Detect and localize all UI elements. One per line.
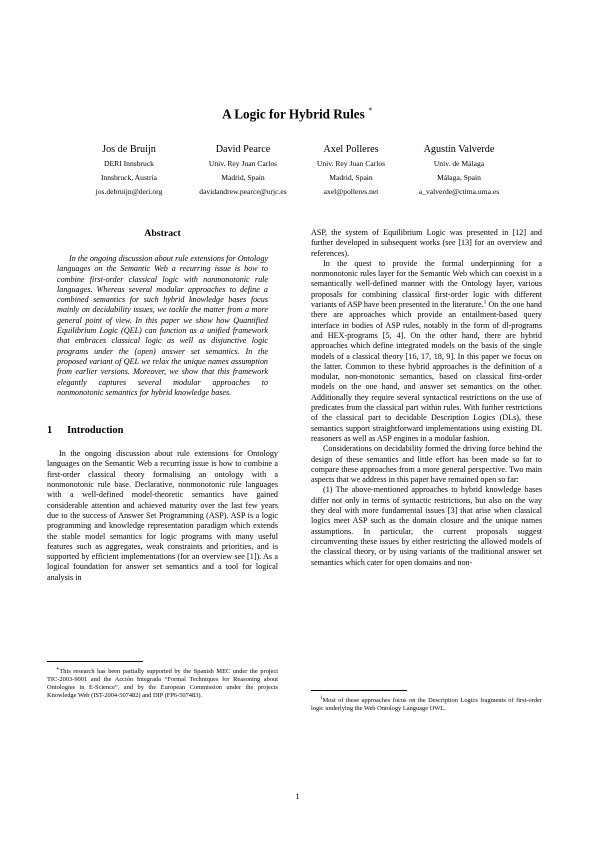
author-2: [183, 143, 303, 199]
author-affiliation: Univ. de Málaga: [433, 159, 485, 168]
author-location: Madrid, Spain: [221, 173, 265, 182]
right-column: [311, 228, 542, 568]
author-affiliation: Univ. Rey Juan Carlos: [316, 159, 386, 168]
author-4: [399, 143, 519, 199]
abstract-heading: Abstract: [144, 228, 181, 239]
author-block: [72, 143, 524, 207]
footnote-mark: 1: [320, 696, 323, 701]
author-affiliation: Univ. Rey Juan Carlos: [208, 159, 278, 168]
paragraph: Considerations on decidability formed the driving force behind the design of these semantics and little effort has been made so far to compare these approaches from a more general perspective. Two main aspects that we address in this paper have remained open so far:: [311, 444, 542, 485]
intro-paragraph: In the ongoing discussion about rule extensions for Ontology languages on the Semantic Web a recurring issue is how to combine a first-order classical theory formalising an ontology with a nonmonotonic rule base. Declarative, nonmonotonic rule languages with a well-defined model-theoretic semantics have gained considerable attention and achieved maturity over the last few years due to the success of Answer Set Programming (ASP). ASP is a logic programming and knowledge representation paradigm which extends the stable model semantics for logic programs with many useful features such as aggregates, weak constraints and priorities, and is supported by efficient implementations (for an overview see [1]). As a logical foundation for answer set semantics and a tool for logical analysis in: [47, 449, 278, 582]
author-1: [69, 143, 189, 199]
author-location: Málaga, Spain: [437, 173, 481, 182]
footnote-rule: [47, 661, 143, 662]
paragraph: [311, 259, 542, 444]
abstract: [47, 254, 278, 398]
title-text: A Logic for Hybrid Rules: [222, 106, 365, 122]
author-name: David Pearce: [215, 144, 271, 155]
section-title-text: Introduction: [67, 425, 124, 437]
author-email: davidandrew.pearce@urjc.es: [199, 187, 287, 196]
paragraph-text: In the quest to provide the formal underpinning for a nonmonotonic rules layer for the Semantic Web which can coexist in a semantically well-defined manner with the Ontology layer, various proposals for combining classical first-order logic with different variants of ASP have been presented in the literature.: [311, 258, 542, 310]
paragraph: (1) The above-mentioned approaches to hybrid knowledge bases differ not only in terms of syntactic restrictions, but also on the way they deal with more fundamental issues [3] that arise when classical logics meet ASP such as the domain closure and the unique names assumptions. In particular, the current proposals suggest circumventing these issues by either restricting the allowed models of the classical theory, or by using variants of the traditional answer set semantics which cater for open domains and non-: [311, 485, 542, 567]
left-column: [47, 228, 278, 583]
footnote-left: [47, 666, 278, 700]
footnote-ref: 1: [483, 299, 487, 306]
paragraph-text: On the one hand there are approaches which provide an entailment-based query interface in bodies of ASP rules, notably in the form of dl-programs and HEX-programs [5, 4]. On the other hand, there are hybrid approaches which define integrated models on the basis of the single models of a classical theory [16, 17, 18, 9]. In this paper we focus on the latter. Common to these hybrid approaches is the definition of a modular, non-monotonic semantics, based on classical first-order models on the one hand, and answer set semantics on the other. Additionally they require several syntactical restrictions on the use of predicates from the classical part within rules. With further restrictions of the classical part to decidable Description Logics (DLs), these semantics support straightforward implementations using existing DL reasoners as well as ASP engines in a modular fashion.: [311, 300, 542, 443]
footnote-rule: [311, 690, 407, 691]
section-heading-introduction: [47, 425, 278, 437]
author-affiliation: DERI Innsbruck: [104, 159, 154, 168]
footnote-text: This research has been partially supported by the Spanish MEC under the project TIC-2003-9001 and the Acción Integrada “Formal Techniques for Reasoning about Ontologies in E-Science”, and by the European Commission under the projects Knowledge Web (IST-2004-507482) and DIP (FP6-507483).: [47, 668, 278, 700]
abstract-text: In the ongoing discussion about rule extensions for Ontology languages on the Semantic Web a recurring issue is how to combine first-order classical logic with nonmonotonic rule languages. Whereas several modular approaches to define a combined semantics for such hybrid knowledge bases focus mainly on decidability issues, we tackle the matter from a more general point of view. In this paper we show how Quantified Equilibrium Logic (QEL) can function as a unified framework that embraces classical logic as well as disjunctive logic programs under the (open) answer set semantics. In the proposed variant of QEL we relax the unique names assumption from earlier versions. Moreover, we show that this framework elegantly captures several modular approaches to nonmonotonic semantics for hybrid knowledge bases.: [57, 254, 268, 397]
author-email: a_valverde@ctima.uma.es: [418, 187, 500, 196]
footnote-text: Most of these approaches focus on the Description Logics fragments of first-order logic underlying the Web Ontology Language OWL.: [311, 697, 542, 713]
footnote-mark: ∗: [56, 667, 60, 672]
author-name: Agustín Valverde: [423, 144, 495, 155]
footnote-right: [311, 695, 542, 713]
title-footnote-mark: ∗: [368, 105, 373, 113]
author-3: [291, 143, 411, 199]
page-number: 1: [295, 792, 300, 801]
author-name: Jos de Bruijn: [102, 144, 156, 155]
paragraph: ASP, the system of Equilibrium Logic was presented in [12] and further developed in subsequent works (see [13] for an overview and references).: [311, 228, 542, 258]
author-name: Axel Polleres: [323, 144, 379, 155]
author-email: axel@polleres.net: [323, 187, 379, 196]
paper-title: [0, 103, 595, 122]
author-location: Innsbruck, Austria: [100, 173, 158, 182]
author-email: jos.debruijn@deri.org: [95, 187, 163, 196]
section-number: 1: [47, 425, 53, 437]
author-location: Madrid, Spain: [329, 173, 373, 182]
